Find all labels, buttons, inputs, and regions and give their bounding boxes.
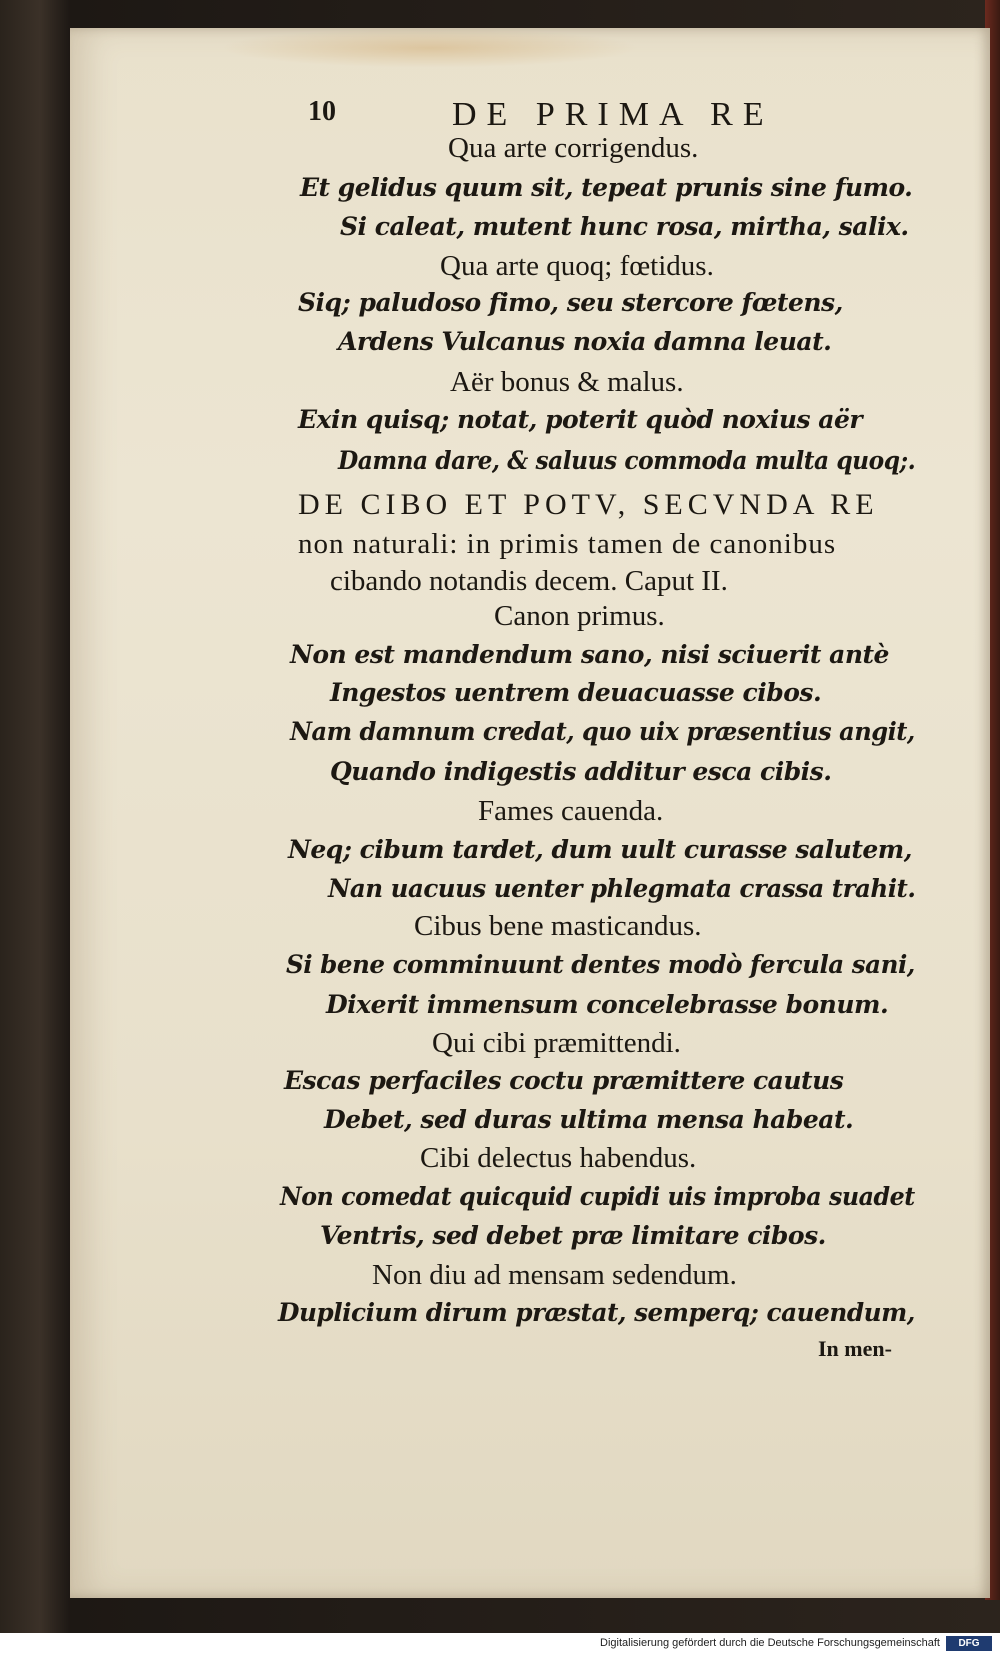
digitization-footer [0, 1633, 1000, 1655]
verse-line: Quando indigestis additur esca cibis. [330, 757, 832, 786]
verse-line: Dixerit immensum concelebrasse bonum. [326, 990, 889, 1019]
verse-line: Nam damnum credat, quo uix præsentius angit, [290, 717, 915, 746]
verse-line: Damna dare, & saluus commoda multa quoq;. [338, 446, 916, 475]
verse-line: Non est mandendum sano, nisi sciuerit antè [290, 640, 889, 669]
heading-line: Qua arte quoq; fœtidus. [440, 250, 714, 282]
verse-line: Ardens Vulcanus noxia damna leuat. [338, 327, 832, 356]
verse-line: Neq; cibum tardet, dum uult curasse salutem, [288, 835, 912, 864]
verse-line: Debet, sed duras ultima mensa habeat. [324, 1105, 854, 1134]
verse-line: Ventris, sed debet præ limitare cibos. [320, 1221, 826, 1250]
catchword: In men- [818, 1336, 892, 1361]
chapter-title: DE CIBO ET POTV, SECVNDA RE [298, 488, 879, 521]
verse-line: Nan uacuus uenter phlegmata crassa trahit. [328, 874, 916, 903]
dfg-logo: DFG [946, 1636, 992, 1651]
heading-line: Cibus bene masticandus. [414, 910, 702, 942]
heading-line: Qui cibi præmittendi. [432, 1027, 681, 1059]
heading-line: Non diu ad mensam sedendum. [372, 1259, 737, 1291]
verse-line: Duplicium dirum præstat, semperq; cauendum, [278, 1298, 915, 1327]
footer-credit: Digitalisierung gefördert durch die Deutsche Forschungsgemeinschaft [600, 1637, 940, 1649]
verse-line: Exin quisq; notat, poterit quòd noxius aër [298, 405, 863, 434]
page-number: 10 [308, 96, 336, 127]
verse-line: Non comedat quicquid cupidi uis improba suadet [280, 1182, 915, 1211]
heading-line: Canon primus. [494, 600, 665, 632]
verse-line: Ingestos uentrem deuacuasse cibos. [330, 678, 822, 707]
running-title: DE PRIMA RE [452, 96, 774, 133]
heading-line: Qua arte corrigendus. [448, 132, 699, 164]
verse-line: Escas perfaciles coctu præmittere cautus [284, 1066, 844, 1095]
verse-line: Siq; paludoso fimo, seu stercore fœtens, [298, 288, 843, 317]
verse-line: Si bene comminuunt dentes modò fercula sani, [286, 950, 915, 979]
chapter-title: non naturali: in primis tamen de canonibus [298, 528, 837, 560]
heading-line: Aër bonus & malus. [450, 366, 684, 398]
heading-line: Cibi delectus habendus. [420, 1142, 697, 1174]
verse-line: Si caleat, mutent hunc rosa, mirtha, salix. [340, 212, 909, 241]
verse-line: Et gelidus quum sit, tepeat prunis sine fumo. [300, 173, 913, 202]
chapter-title: cibando notandis decem. Caput II. [330, 565, 728, 597]
heading-line: Fames cauenda. [478, 795, 664, 827]
